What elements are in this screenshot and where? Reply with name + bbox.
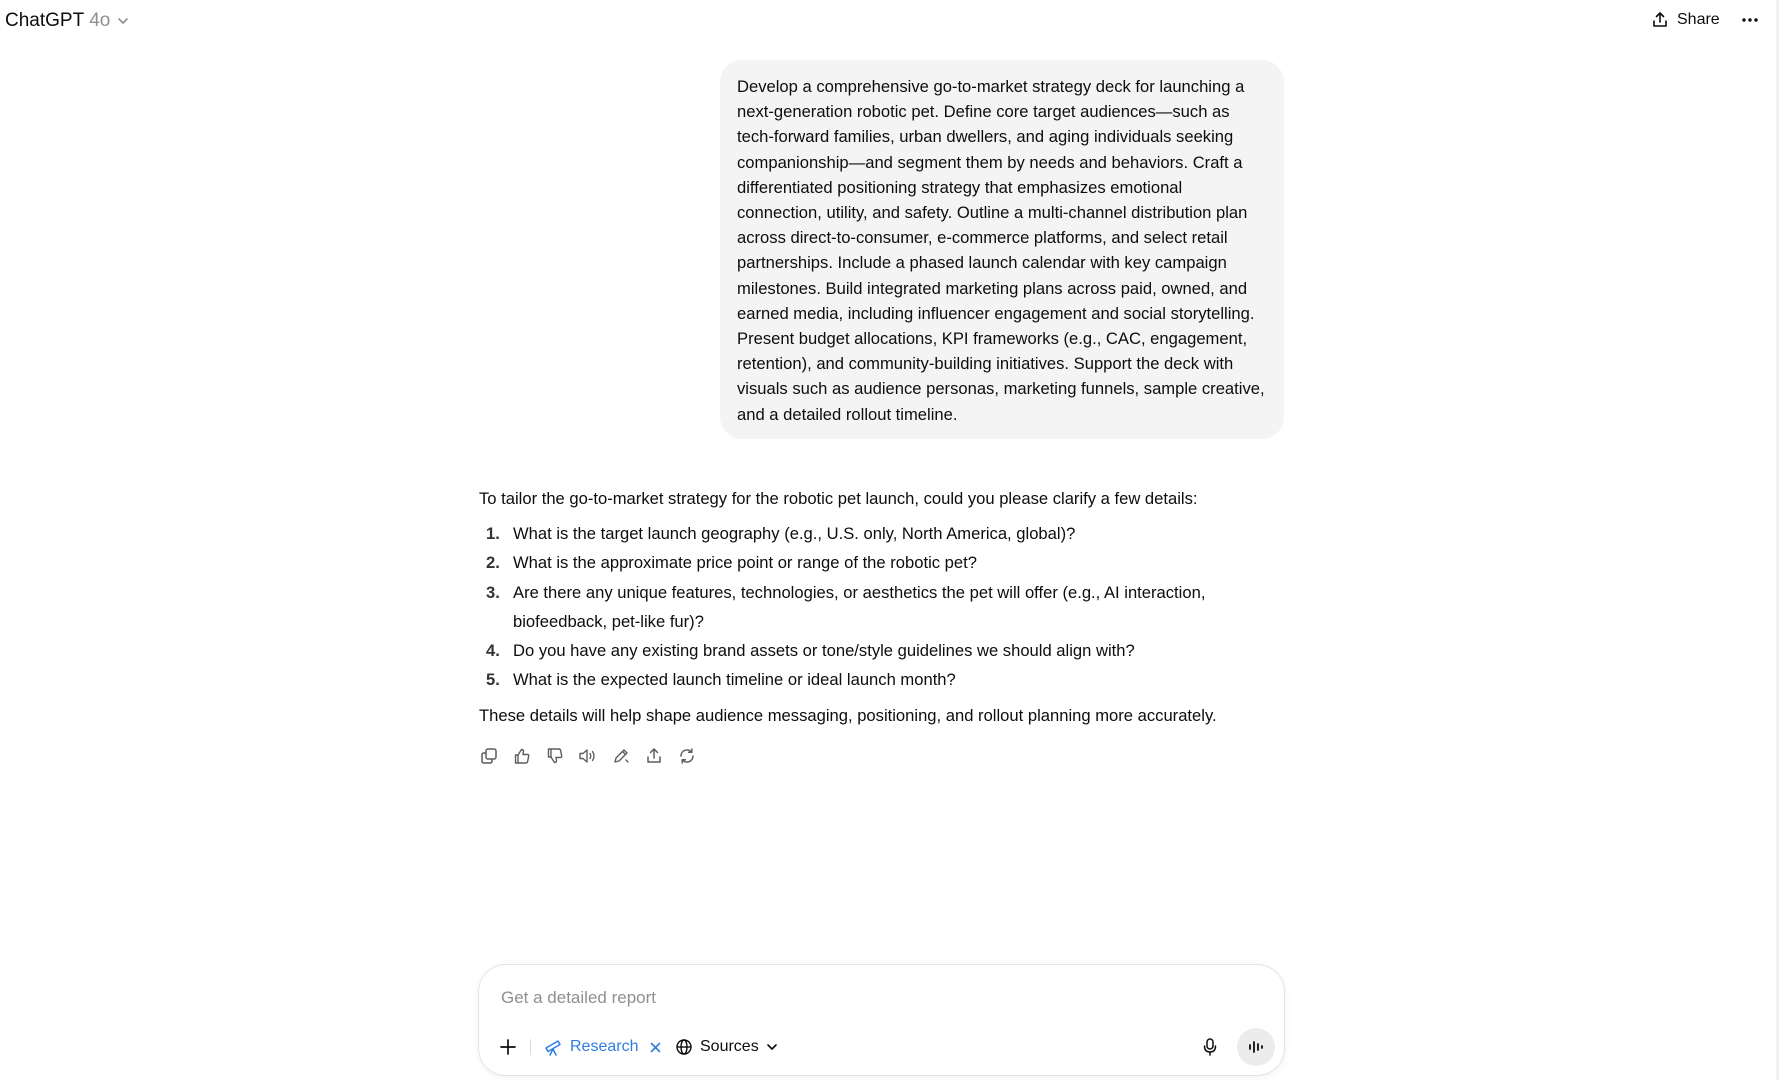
copy-button[interactable]	[479, 746, 499, 766]
research-label: Research	[570, 1038, 639, 1055]
list-item-number: 2.	[486, 553, 500, 573]
regenerate-button[interactable]	[677, 746, 697, 766]
good-response-button[interactable]	[512, 746, 532, 766]
clarifying-questions-list	[479, 519, 1279, 695]
list-item	[479, 636, 1279, 665]
assistant-intro: To tailor the go-to-market strategy for the robotic pet launch, could you please clarify a few details:	[479, 489, 1198, 508]
chevron-down-icon	[117, 15, 129, 27]
list-item	[479, 548, 1279, 577]
list-item-number: 5.	[486, 670, 500, 690]
prompt-input[interactable]	[501, 983, 1241, 1013]
user-message-text: Develop a comprehensive go-to-market strategy deck for launching a next-generation robotic pet. Define core target audiences—such as tech-forward families, urban dwellers, and aging individuals seeking companionship—and segment them by needs and behaviors. Craft a differentiated positioning strategy that emphasizes emotional connection, utility, and safety. Outline a multi-channel distribution plan across direct-to-consumer, e-commerce platforms, and select retail partnerships. Include a phased launch calendar with key campaign milestones. Build integrated marketing plans across paid, owned, and earned media, including influencer engagement and social storytelling. Present budget allocations, KPI frameworks (e.g., CAC, engagement, retention), and community-building initiatives. Support the deck with visuals such as audience personas, marketing funnels, sample creative, and a detailed rollout timeline.	[737, 77, 1265, 424]
more-options-button[interactable]	[1737, 8, 1763, 32]
research-tool-pill[interactable]	[544, 1034, 662, 1060]
list-item-number: 4.	[486, 641, 500, 661]
bad-response-button[interactable]	[545, 746, 565, 766]
list-item-text: What is the approximate price point or range of the robotic pet?	[513, 553, 977, 573]
thumbs-down-icon	[546, 747, 564, 765]
telescope-icon	[544, 1038, 564, 1056]
plus-icon	[499, 1038, 517, 1056]
list-item-text: What is the expected launch timeline or ideal launch month?	[513, 670, 956, 690]
list-item-text: What is the target launch geography (e.g., U.S. only, North America, global)?	[513, 524, 1076, 543]
top-bar	[0, 0, 1779, 40]
remove-research-button[interactable]	[648, 1040, 662, 1054]
add-attachment-button[interactable]	[495, 1034, 521, 1060]
list-item-text: Do you have any existing brand assets or tone/style guidelines we should align with?	[513, 641, 1135, 661]
list-item-number: 1.	[486, 524, 500, 543]
copy-icon	[480, 747, 498, 765]
share-label: Share	[1677, 11, 1720, 28]
message-composer	[478, 964, 1285, 1076]
read-aloud-button[interactable]	[578, 746, 598, 766]
assistant-message	[479, 486, 1279, 728]
dictate-button[interactable]	[1197, 1034, 1223, 1060]
microphone-icon	[1201, 1037, 1219, 1057]
sources-label: Sources	[700, 1038, 759, 1055]
list-item-text: Are there any unique features, technologies, or aesthetics the pet will offer (e.g., AI interaction, biofeedback, pet-like fur)?	[513, 582, 1206, 631]
share-button[interactable]	[1651, 8, 1720, 32]
read-aloud-icon	[578, 747, 598, 765]
share-icon	[645, 747, 663, 765]
toolbar-divider	[530, 1039, 531, 1055]
chevron-down-icon	[766, 1041, 778, 1053]
user-message-bubble	[720, 60, 1284, 439]
edit-in-canvas-button[interactable]	[611, 746, 631, 766]
list-item-number: 3.	[486, 582, 500, 602]
sources-dropdown[interactable]	[675, 1034, 778, 1060]
voice-mode-button[interactable]	[1237, 1028, 1275, 1066]
model-version: 4o	[89, 10, 111, 31]
list-item	[479, 519, 1279, 548]
message-actions	[479, 744, 697, 768]
model-selector[interactable]	[5, 9, 129, 33]
voice-waveform-icon	[1248, 1040, 1264, 1054]
list-item	[479, 578, 1279, 637]
ellipsis-icon	[1741, 17, 1759, 23]
share-message-button[interactable]	[644, 746, 664, 766]
assistant-outro: These details will help shape audience messaging, positioning, and rollout planning more accurately.	[479, 705, 1217, 725]
thumbs-up-icon	[513, 747, 531, 765]
list-item	[479, 665, 1279, 694]
close-icon	[650, 1042, 661, 1053]
globe-icon	[675, 1038, 693, 1056]
share-upload-icon	[1651, 11, 1669, 29]
regenerate-icon	[678, 747, 696, 765]
app-name: ChatGPT	[5, 10, 85, 31]
edit-canvas-icon	[612, 747, 630, 765]
